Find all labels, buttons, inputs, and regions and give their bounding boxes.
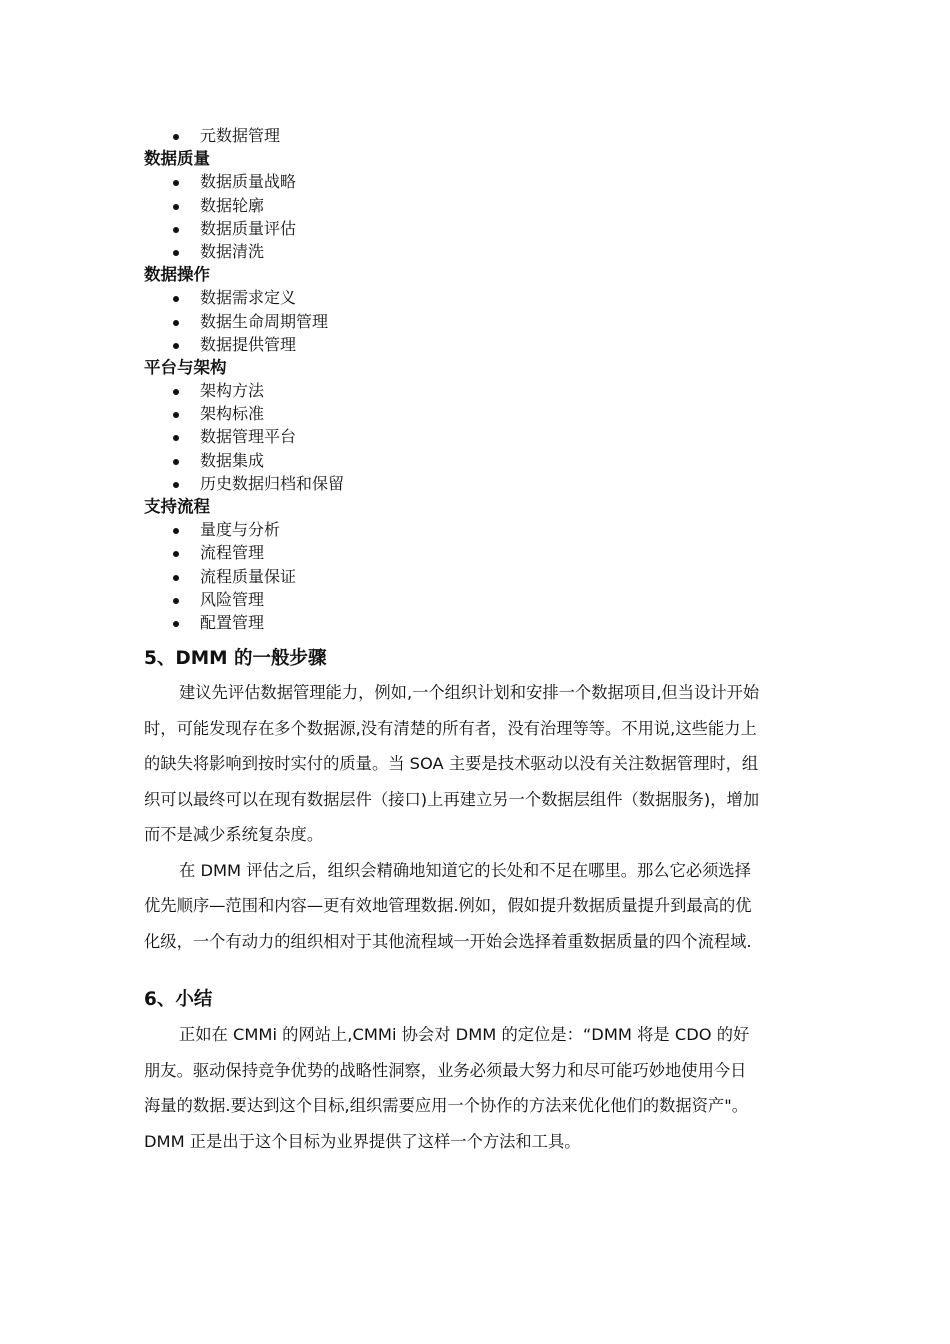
list-item: 架构标准 bbox=[144, 402, 808, 425]
list-item: 数据集成 bbox=[144, 449, 808, 472]
paragraph-line: 优先顺序—范围和内容—更有效地管理数据.例如，假如提升数据质量提升到最高的优 bbox=[144, 896, 752, 916]
paragraph-line: DMM 正是出于这个目标为业界提供了这样一个方法和工具。 bbox=[144, 1131, 581, 1151]
category-data-quality bbox=[144, 147, 808, 263]
paragraph bbox=[144, 1017, 808, 1159]
list-item: 数据提供管理 bbox=[144, 333, 808, 356]
paragraph-line: 在 DMM 评估之后，组织会精确地知道它的长处和不足在哪里。那么它必须选择 bbox=[179, 860, 751, 880]
list-item: 流程质量保证 bbox=[144, 565, 808, 588]
list-item: 量度与分析 bbox=[144, 518, 808, 541]
list-item: 风险管理 bbox=[144, 588, 808, 611]
list-item: 数据管理平台 bbox=[144, 425, 808, 448]
list-item: 数据需求定义 bbox=[144, 286, 808, 309]
document-page bbox=[144, 124, 808, 1159]
list-item: 数据生命周期管理 bbox=[144, 310, 808, 333]
paragraph-line: 时，可能发现存在多个数据源,没有清楚的所有者，没有治理等等。不用说,这些能力上 bbox=[144, 718, 757, 738]
paragraph-line: 正如在 CMMi 的网站上,CMMi 协会对 DMM 的定位是：“DMM 将是 CDO 的好 bbox=[179, 1025, 750, 1045]
list-item: 配置管理 bbox=[144, 611, 808, 634]
section-heading: 5、DMM 的一般步骤 bbox=[144, 648, 327, 670]
list-item: 数据清洗 bbox=[144, 240, 808, 263]
bullet-list bbox=[144, 379, 808, 495]
section-heading: 6、小结 bbox=[144, 989, 213, 1011]
list-item: 数据质量评估 bbox=[144, 217, 808, 240]
category-support-processes bbox=[144, 495, 808, 634]
paragraph-line: 朋友。驱动保持竞争优势的战略性洞察，业务必须最大努力和尽可能巧妙地使用今日 bbox=[144, 1060, 747, 1080]
list-item: 架构方法 bbox=[144, 379, 808, 402]
paragraph-line: 织可以最终可以在现有数据层件（接口)上再建立另一个数据层组件（数据服务)，增加 bbox=[144, 789, 760, 809]
paragraph-line: 化级，一个有动力的组织相对于其他流程域一开始会选择着重数据质量的四个流程域. bbox=[144, 931, 752, 951]
category-heading: 平台与架构 bbox=[144, 357, 227, 377]
paragraph-line: 建议先评估数据管理能力，例如,一个组织计划和安排一个数据项目,但当设计开始 bbox=[179, 683, 760, 703]
list-item: 流程管理 bbox=[144, 541, 808, 564]
category-heading: 数据操作 bbox=[144, 265, 210, 285]
bullet-list bbox=[144, 286, 808, 356]
list-item: 数据轮廓 bbox=[144, 194, 808, 217]
paragraph bbox=[144, 853, 808, 960]
paragraph-line: 而不是减少系统复杂度。 bbox=[144, 825, 324, 845]
category-heading: 支持流程 bbox=[144, 497, 210, 516]
top-bullet-list bbox=[144, 124, 808, 147]
bullet-list bbox=[144, 170, 808, 263]
paragraph-line: 海量的数据.要达到这个目标,组织需要应用一个协作的方法来优化他们的数据资产"。 bbox=[144, 1096, 748, 1116]
list-item: 数据质量战略 bbox=[144, 170, 808, 193]
paragraph bbox=[144, 675, 808, 853]
list-item: 元数据管理 bbox=[144, 124, 808, 147]
category-heading: 数据质量 bbox=[144, 149, 210, 169]
list-item: 历史数据归档和保留 bbox=[144, 472, 808, 495]
category-data-operations bbox=[144, 263, 808, 356]
category-platform-architecture bbox=[144, 356, 808, 495]
bullet-list bbox=[144, 518, 808, 634]
paragraph-line: 的缺失将影响到按时实付的质量。当 SOA 主要是技术驱动以没有关注数据管理时，组 bbox=[144, 754, 759, 774]
